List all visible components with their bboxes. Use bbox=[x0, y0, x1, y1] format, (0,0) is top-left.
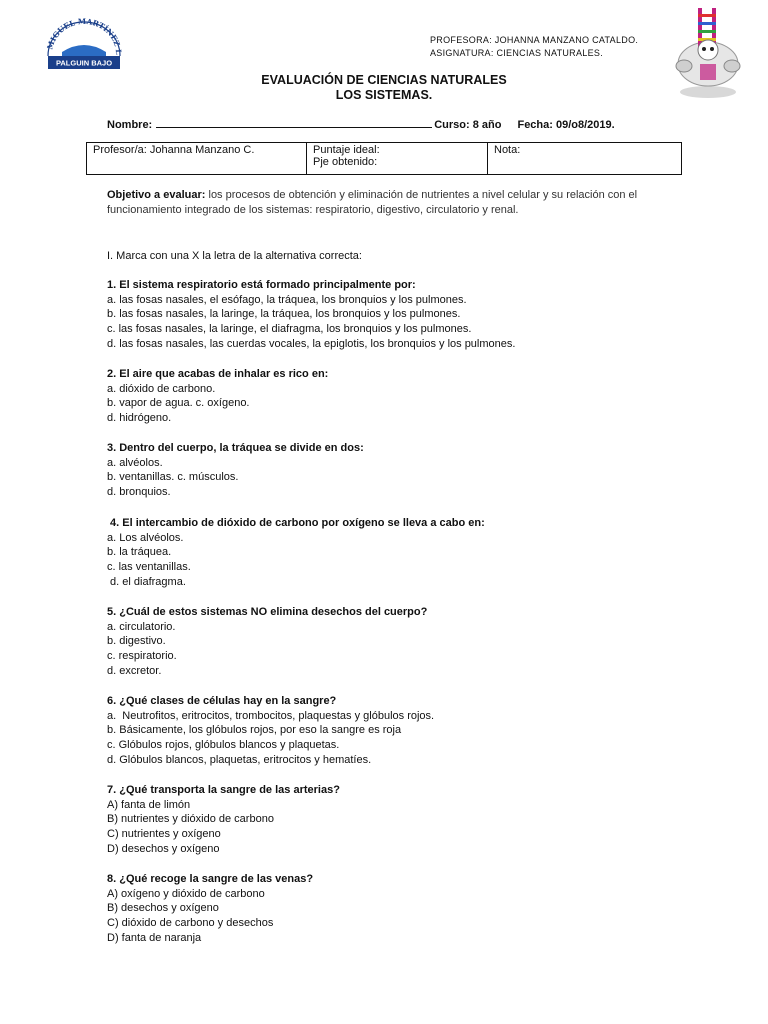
option[interactable]: C) dióxido de carbono y desechos bbox=[107, 917, 274, 930]
option[interactable]: c. las ventanillas. bbox=[107, 561, 191, 574]
objective-paragraph bbox=[107, 188, 662, 217]
question-text: 2. El aire que acabas de inhalar es rico en: bbox=[107, 368, 329, 380]
option[interactable]: B) desechos y oxígeno bbox=[107, 902, 219, 915]
title-line-1: EVALUACIÓN DE CIENCIAS NATURALES bbox=[261, 73, 507, 87]
option[interactable]: a. Neutrofitos, eritrocitos, trombocitos, plaquestas y glóbulos rojos. bbox=[107, 709, 435, 722]
option[interactable]: d. Glóbulos blancos, plaquetas, eritrocitos y hematíes. bbox=[107, 753, 372, 766]
question-text: 6. ¿Qué clases de células hay en la sangre? bbox=[107, 695, 337, 707]
question-6 bbox=[107, 694, 673, 768]
school-logo bbox=[38, 12, 130, 76]
option[interactable]: d. las fosas nasales, las cuerdas vocales, la epiglotis, los bronquios y los pulmones. bbox=[107, 337, 516, 350]
title-line-2: LOS SISTEMAS. bbox=[335, 88, 433, 102]
teacher-cell: Profesor/a: Johanna Manzano C. bbox=[87, 143, 307, 175]
grade-cell: Nota: bbox=[488, 143, 682, 175]
option[interactable]: a. Los alvéolos. bbox=[107, 531, 184, 544]
question-7 bbox=[107, 783, 673, 857]
obtained-score-label: Pje obtenido: bbox=[313, 156, 378, 168]
name-blank[interactable] bbox=[156, 117, 432, 128]
score-cell bbox=[307, 143, 488, 175]
question-2 bbox=[107, 367, 673, 426]
option[interactable]: D) fanta de naranja bbox=[107, 931, 202, 944]
question-text: 5. ¿Cuál de estos sistemas NO elimina desechos del cuerpo? bbox=[107, 606, 428, 618]
objective-text: los procesos de obtención y eliminación de nutrientes a nivel celular y su relación con el funcionamiento integrado de los sistemas: respiratorio, digestivo, circulatorio y renal. bbox=[107, 189, 638, 216]
question-text: 8. ¿Qué recoge la sangre de las venas? bbox=[107, 873, 314, 885]
option[interactable]: b. digestivo. bbox=[107, 635, 166, 648]
question-text: 1. El sistema respiratorio está formado principalmente por: bbox=[107, 279, 416, 291]
option[interactable]: a. alvéolos. bbox=[107, 456, 163, 469]
option[interactable]: c. las fosas nasales, la laringe, el diafragma, los bronquios y los pulmones. bbox=[107, 323, 472, 336]
ideal-score-label: Puntaje ideal: bbox=[313, 144, 380, 156]
option[interactable]: D) desechos y oxígeno bbox=[107, 842, 220, 855]
score-table bbox=[86, 142, 682, 175]
objective-label: Objetivo a evaluar: bbox=[107, 189, 206, 201]
logo-arc-text: MIGUEL MARTÍNEZ L bbox=[45, 16, 124, 55]
question-3 bbox=[107, 441, 673, 500]
option[interactable]: d. bronquios. bbox=[107, 486, 171, 499]
option[interactable]: d. excretor. bbox=[107, 664, 162, 677]
option[interactable]: C) nutrientes y oxígeno bbox=[107, 828, 221, 841]
question-text: 4. El intercambio de dióxido de carbono por oxígeno se lleva a cabo en: bbox=[107, 517, 485, 529]
name-label: Nombre: bbox=[107, 119, 153, 131]
question-text: 7. ¿Qué transporta la sangre de las arterias? bbox=[107, 784, 340, 796]
page-title bbox=[0, 73, 768, 103]
question-5 bbox=[107, 605, 673, 679]
question-1 bbox=[107, 278, 673, 352]
option[interactable]: A) oxígeno y dióxido de carbono bbox=[107, 887, 265, 900]
option[interactable]: b. la tráquea. bbox=[107, 546, 172, 559]
logo-banner: PALGUIN BAJO bbox=[55, 58, 113, 68]
header-info bbox=[430, 34, 638, 60]
instruction: I. Marca con una X la letra de la alternativa correcta: bbox=[107, 250, 362, 262]
option[interactable]: a. circulatorio. bbox=[107, 620, 176, 633]
option[interactable]: a. las fosas nasales, el esófago, la tráquea, los bronquios y los pulmones. bbox=[107, 293, 467, 306]
question-text: 3. Dentro del cuerpo, la tráquea se divide en dos: bbox=[107, 442, 364, 454]
option[interactable]: b. las fosas nasales, la laringe, la tráquea, los bronquios y los pulmones. bbox=[107, 308, 461, 321]
option[interactable]: b. vapor de agua. c. oxígeno. bbox=[107, 397, 250, 410]
option[interactable]: d. hidrógeno. bbox=[107, 412, 172, 425]
option[interactable]: b. Básicamente, los glóbulos rojos, por eso la sangre es roja bbox=[107, 724, 402, 737]
option[interactable]: A) fanta de limón bbox=[107, 798, 191, 811]
option[interactable]: c. respiratorio. bbox=[107, 650, 177, 663]
option[interactable]: c. Glóbulos rojos, glóbulos blancos y plaquetas. bbox=[107, 739, 340, 752]
option[interactable]: a. dióxido de carbono. bbox=[107, 382, 216, 395]
teacher-line: PROFESORA: JOHANNA MANZANO CATALDO. bbox=[430, 35, 639, 45]
student-info-line bbox=[107, 117, 615, 131]
subject-line: ASIGNATURA: CIENCIAS NATURALES. bbox=[430, 48, 603, 58]
question-4 bbox=[107, 516, 673, 590]
date-label: Fecha: 09/o8/2019. bbox=[517, 119, 615, 131]
question-8 bbox=[107, 872, 673, 946]
option[interactable]: B) nutrientes y dióxido de carbono bbox=[107, 813, 274, 826]
option[interactable]: d. el diafragma. bbox=[107, 575, 186, 588]
course-label: Curso: 8 año bbox=[434, 119, 502, 131]
option[interactable]: b. ventanillas. c. músculos. bbox=[107, 471, 239, 484]
